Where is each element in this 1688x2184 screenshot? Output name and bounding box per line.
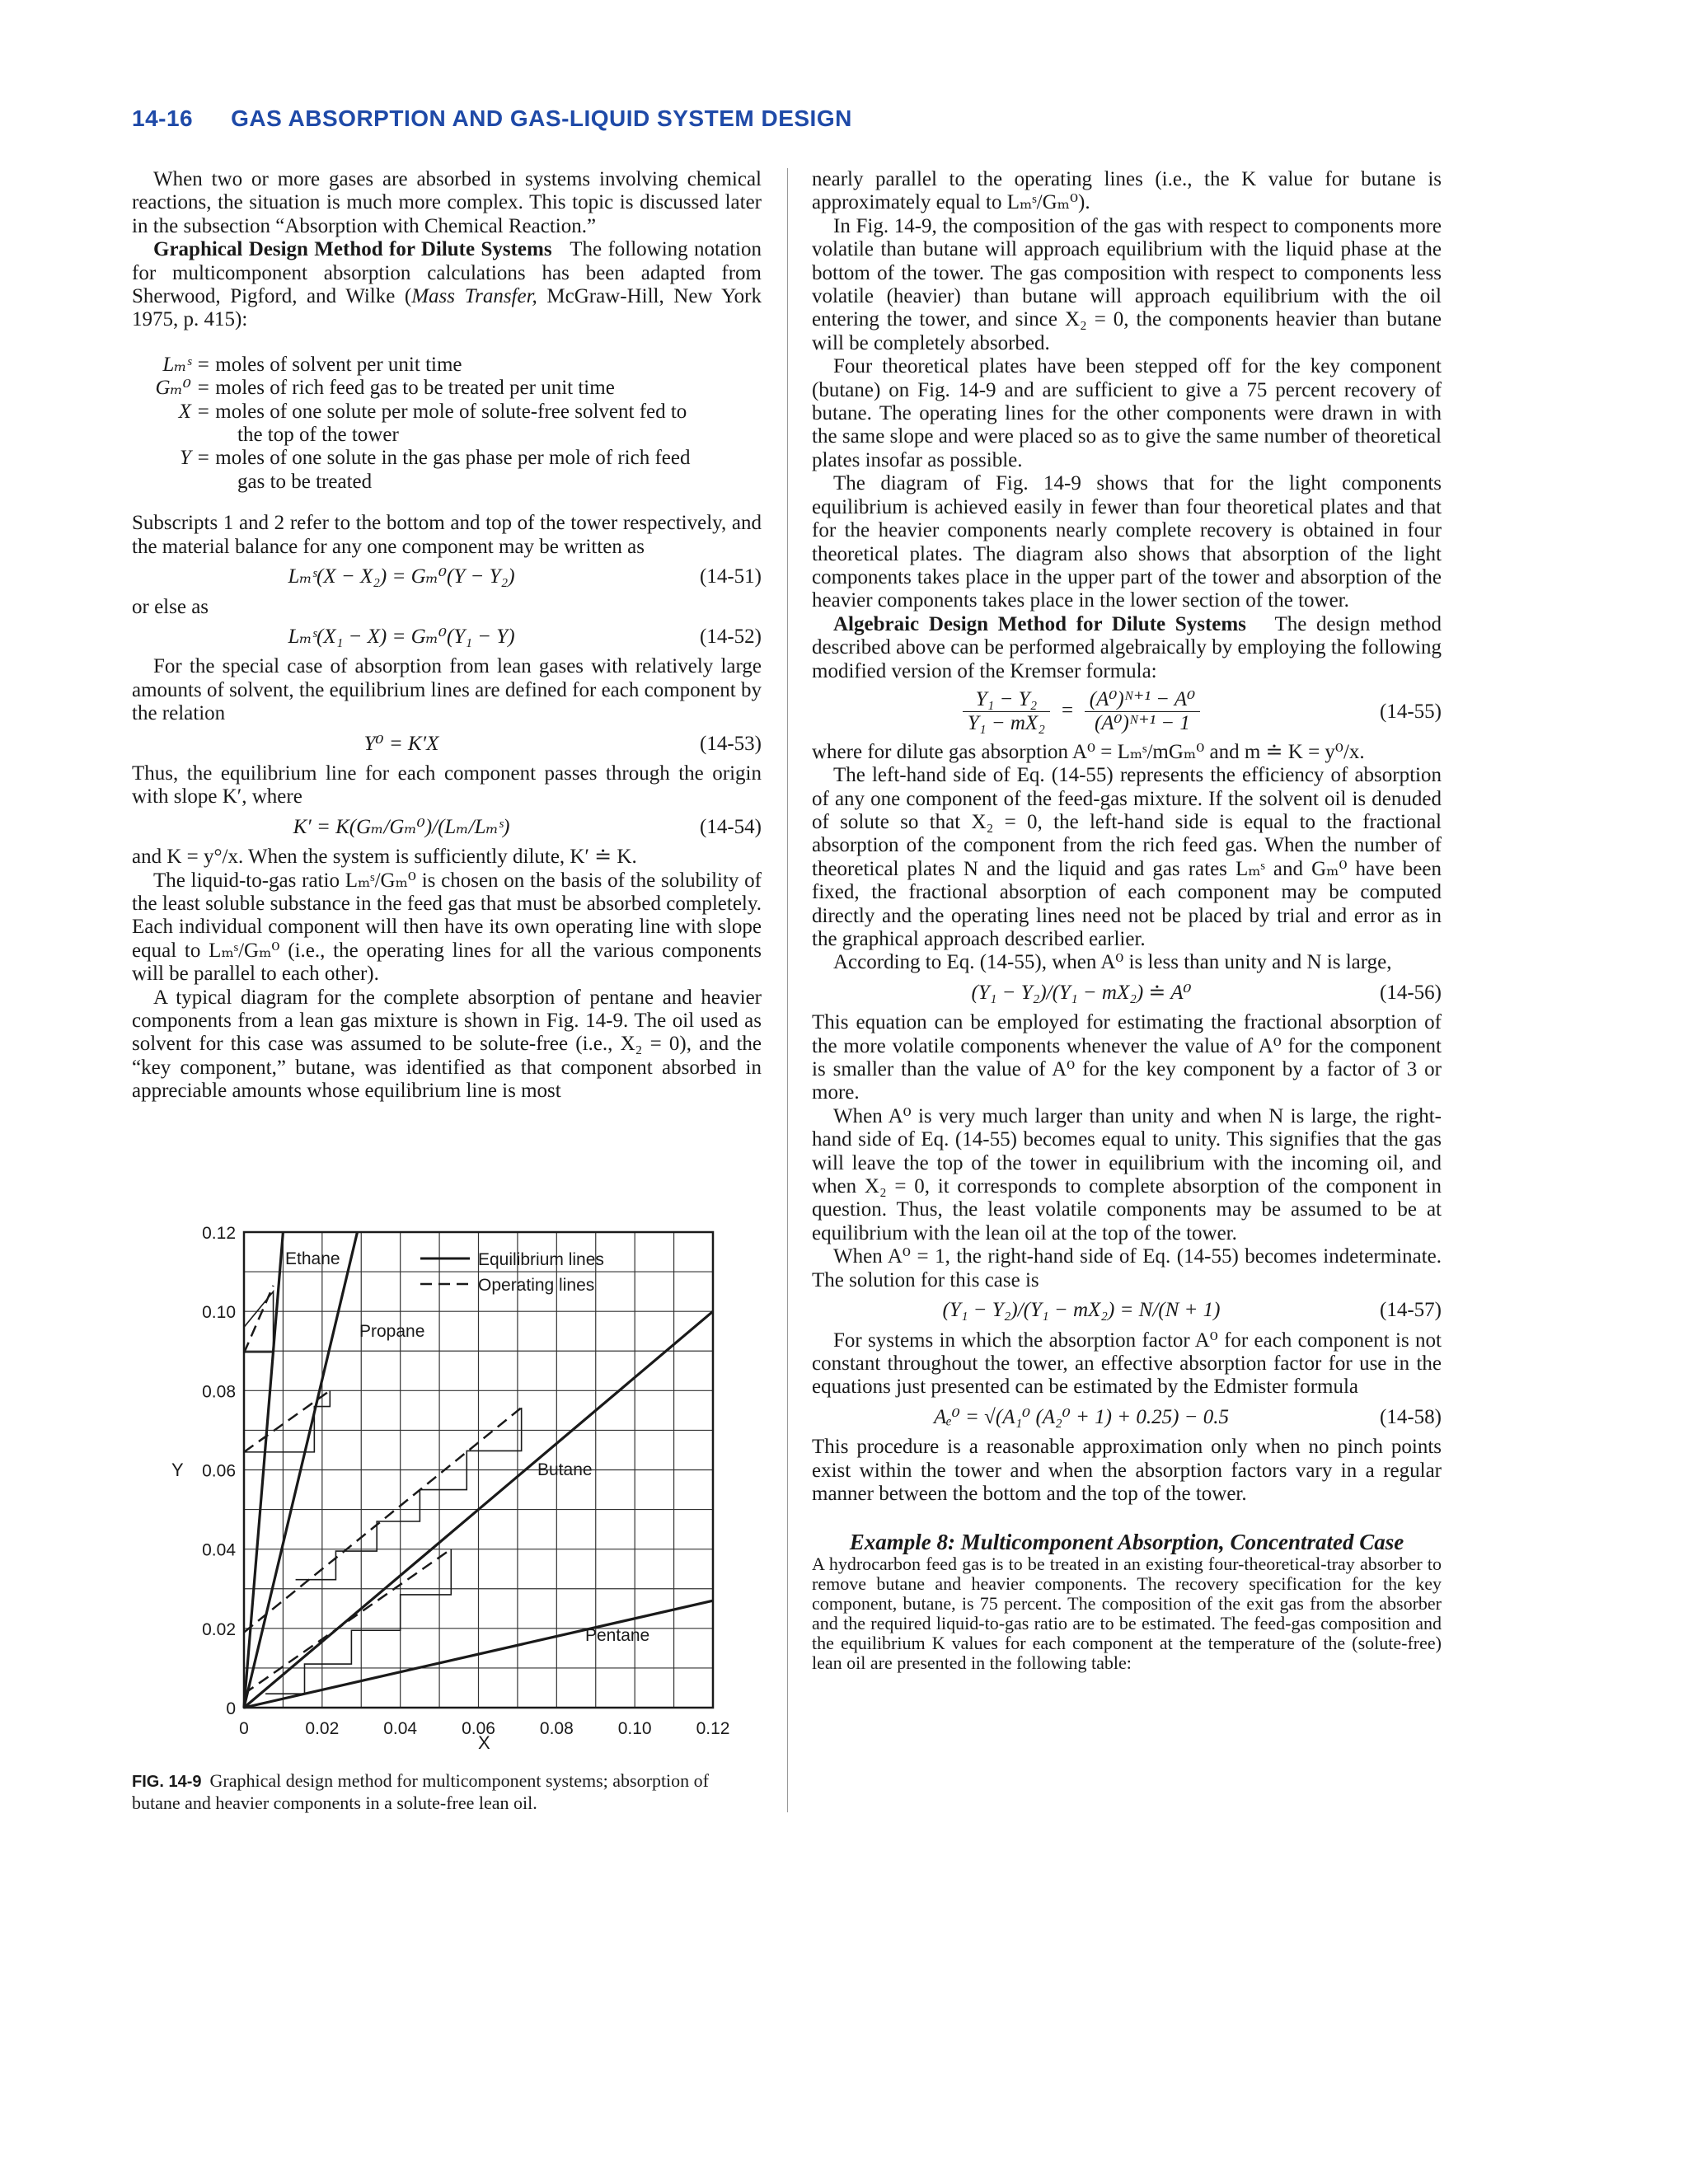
paragraph: This equation can be employed for estimating the fractional absorption of the more volatile components whenever the value of A⁰ for the component is smaller than the value of A⁰ for the key component by a factor of 3 or more. [812, 1011, 1442, 1104]
example-title: Example 8: Multicomponent Absorption, Concentrated Case [849, 1530, 1404, 1555]
paragraph: When A⁰ = 1, the right-hand side of Eq. (14-55) becomes indeterminate. The solution for this case is [812, 1245, 1442, 1291]
running-header [132, 105, 852, 132]
notation-symbol: Y = [179, 447, 210, 470]
paragraph: For the special case of absorption from lean gases with relatively large amounts of solvent, the equilibrium lines are defined for each component by the relation [132, 655, 762, 725]
paragraph: When two or more gases are absorbed in systems involving chemical reactions, the situation is much more complex. This topic is discussed later in the subsection “Absorption with Chemical Reaction.” [132, 168, 762, 237]
equation-body: (Y₁ − Y₂)/(Y₁ − mX₂) ≐ A⁰ [971, 981, 1192, 1004]
legend-equilibrium-label: Equilibrium lines [478, 1250, 604, 1269]
caption-text: Graphical design method for multicomponent systems; absorption of butane and heavier components in a solute-free lean oil. [132, 1770, 709, 1813]
notation-text: moles of rich feed gas to be treated per unit time [215, 377, 615, 400]
paragraph: When A⁰ is very much larger than unity and when N is large, the right-hand side of Eq. (14-55) becomes equal to unity. This signifies that the gas will leave the top of the tower in equilibrium with the incoming oil, and when X₂ = 0, it corresponds to complete absorption of the component in question. Thus, the least volatile components may be assumed to be at equilibrium with the lean oil at the top of the tower. [812, 1104, 1442, 1244]
equation-number: (14-51) [700, 565, 762, 588]
equation-14-55 [812, 688, 1442, 736]
notation-list [132, 354, 762, 494]
chart-svg [132, 1203, 775, 1764]
notation-text: moles of one solute in the gas phase per mole of rich feed [215, 447, 691, 470]
theoretical-plate-steps [265, 1549, 451, 1694]
paragraph: In Fig. 14-9, the composition of the gas with respect to components more volatile than butane will approach equilibrium with the liquid phase at the bottom of the tower. The gas composition with respect to components less volatile (heavier) than butane will approach equilibrium with the oil entering the tower, and since X₂ = 0, the components heavier than butane will be completely absorbed. [812, 214, 1442, 354]
paragraph: A typical diagram for the complete absorption of pentane and heavier components from a lean gas mixture is shown in Fig. 14-9. The oil used as solvent for this case was assumed to be solute-free (i.e., X₂ = 0), and the “key component,” butane, was identified as that component absorbed in appreciable amounts whose equilibrium line is most [132, 986, 762, 1103]
y-tick-label: 0.02 [202, 1619, 236, 1639]
equation-14-56 [812, 982, 1442, 1005]
paragraph-text: The design method described above can be performed algebraically by employing the following modified version of the Kremser formula: [812, 612, 1442, 682]
paragraph: and K = y°/x. When the system is sufficiently dilute, K′ ≐ K. [132, 846, 637, 869]
equation-body: $\frac{\text{Y₁ − Y₂}}{\text{Y₁ − mX₂}}$ = $\frac{\text{(A⁰)ᴺ⁺¹ − A⁰}}{\text{(A⁰)ᴺ⁺¹ − 1}}$ [812, 688, 1351, 736]
paragraph: Thus, the equilibrium line for each component passes through the origin with slope K′, where [132, 762, 762, 808]
notation-continuation: gas to be treated [237, 470, 373, 493]
paragraph: nearly parallel to the operating lines (i.e., the K value for butane is approximately equal to Lₘˢ/Gₘ⁰). [812, 168, 1442, 214]
fraction-numerator: Y₁ − Y₂ [963, 688, 1050, 712]
paragraph: The liquid-to-gas ratio Lₘˢ/Gₘ⁰ is chosen on the basis of the solubility of the least soluble substance in the feed gas that must be absorbed completely. Each individual component will then have its own operating line with slope equal to Lₘˢ/Gₘ⁰ (i.e., the operating lines for all the various components will be parallel to each other). [132, 869, 762, 986]
equation-body: Lₘˢ(X − X₂) = Gₘ⁰(Y − Y₂) [288, 565, 515, 588]
section-title: GAS ABSORPTION AND GAS-LIQUID SYSTEM DESIGN [231, 105, 852, 131]
equation-14-52 [132, 626, 762, 649]
y-tick-label: 0.08 [202, 1382, 236, 1402]
page-number: 14-16 [132, 105, 194, 131]
paragraph: This procedure is a reasonable approximation only when no pinch points exist within the tower and when the absorption factors vary in a regular manner between the bottom and the top of the tower. [812, 1436, 1442, 1505]
paragraph: The left-hand side of Eq. (14-55) represents the efficiency of absorption of any one component of the feed-gas mixture. If the solvent oil is denuded of solute so that X₂ = 0, the left-hand side is equal to the fractional absorption of the component from the rich feed gas. When the number of theoretical plates N and the liquid and gas rates Lₘˢ and Gₘ⁰ have been fixed, the fractional absorption of each component may be computed directly and the operating lines need not be placed by trial and error as in the graphical approach described earlier. [812, 764, 1442, 950]
notation-item [132, 377, 762, 400]
paragraph: or else as [132, 595, 209, 618]
figure-label: FIG. 14-9 [132, 1773, 202, 1791]
y-tick-label: 0.04 [202, 1540, 236, 1560]
notation-symbol: Gₘ⁰ = [155, 377, 210, 400]
x-tick-label: 0.06 [462, 1719, 495, 1738]
equation-number: (14-54) [700, 815, 762, 838]
fraction-rhs [1085, 688, 1200, 736]
right-column [812, 168, 1442, 1673]
figure-caption [132, 1770, 762, 1813]
figure-14-9 [132, 1203, 775, 1764]
paragraph-text: McGraw-Hill, New York 1975, p. 415): [132, 285, 762, 331]
paragraph [132, 238, 762, 332]
paragraph: Four theoretical plates have been stepped off for the key component (butane) on Fig. 14-9 and are sufficient to give a 75 percent recovery of butane. The operating lines for the other components were drawn in with the same slope and were placed so as to give the same number of theoretical plates insofar as possible. [812, 355, 1442, 471]
paragraph: where for dilute gas absorption A⁰ = Lₘˢ/mGₘ⁰ and m ≐ K = y⁰/x. [812, 740, 1365, 763]
citation-title: Mass Transfer, [411, 285, 537, 308]
equation-body: Lₘˢ(X₁ − X) = Gₘ⁰(Y₁ − Y) [288, 625, 515, 648]
theoretical-plate-steps [296, 1408, 522, 1580]
equation-number: (14-58) [1380, 1405, 1442, 1428]
legend-operating-label: Operating lines [478, 1276, 595, 1295]
x-axis-label: X [478, 1732, 490, 1753]
paragraph-text: The following notation for multicomponent absorption calculations has been adapted from Sherwood, Pigford, and Wilke ( [132, 238, 762, 308]
chart-ticks [202, 1224, 729, 1738]
label-pentane: Pentane [585, 1626, 650, 1645]
notation-continuation: the top of the tower [237, 424, 399, 447]
equation-number: (14-52) [700, 625, 762, 648]
x-tick-label: 0.04 [383, 1719, 418, 1738]
y-tick-label: 0.12 [202, 1224, 236, 1243]
x-tick-label: 0 [239, 1719, 249, 1738]
column-divider [787, 168, 788, 1812]
equation-number: (14-53) [700, 732, 762, 755]
notation-text: moles of one solute per mole of solute-free solvent fed to [215, 400, 687, 423]
equation-body: K′ = K(Gₘ/Gₘ⁰)/(Lₘ/Lₘˢ) [293, 815, 510, 838]
x-tick-label: 0.08 [539, 1719, 574, 1738]
paragraph: Subscripts 1 and 2 refer to the bottom and top of the tower respectively, and the material balance for any one component may be written as [132, 512, 762, 558]
y-tick-label: 0.10 [202, 1303, 236, 1323]
paragraph: For systems in which the absorption factor A⁰ for each component is not constant throughout the tower, an effective absorption factor for use in the equations just presented can be estimated by the Edmister formula [812, 1329, 1442, 1399]
x-tick-label: 0.02 [305, 1719, 340, 1738]
fraction-numerator: (A⁰)ᴺ⁺¹ − A⁰ [1085, 688, 1200, 712]
notation-item [132, 447, 762, 470]
y-tick-label: 0 [226, 1699, 236, 1718]
equation-14-53 [132, 733, 762, 756]
equation-14-51 [132, 565, 762, 588]
x-tick-label: 0.10 [617, 1719, 652, 1738]
notation-item [132, 401, 762, 424]
notation-symbol: Lₘˢ = [162, 353, 210, 376]
label-ethane: Ethane [285, 1249, 340, 1268]
operating-line [244, 1408, 522, 1633]
paragraph: The diagram of Fig. 14-9 shows that for the light components equilibrium is achieved easily in fewer than four theoretical plates and that for the heavier components nearly complete recovery is obtained in four theoretical plates. The diagram also shows that absorption of the light components takes place in the upper part of the tower and absorption of the heavier components takes place in the lower section of the tower. [812, 472, 1442, 612]
operating-line [244, 1286, 274, 1353]
equation-14-58 [812, 1406, 1442, 1429]
left-column [132, 168, 762, 1104]
equation-14-54 [132, 816, 762, 839]
notation-item [132, 354, 762, 377]
x-tick-label: 0.12 [696, 1719, 730, 1738]
legend [420, 1250, 604, 1295]
example-text: A hydrocarbon feed gas is to be treated in an existing four-theoretical-tray absorber to remove butane and heavier components. The recovery specification for the key component, butane, is 75 percent. The composition of the exit gas from the absorber and the required liquid-to-gas ratio are to be estimated. The feed-gas composition and the equilibrium K values for each component at the temperature of the (solute-free) lean oil are presented in the following table: [812, 1553, 1442, 1673]
equation-number: (14-57) [1380, 1299, 1442, 1322]
equation-14-57 [812, 1299, 1442, 1322]
section-heading: Graphical Design Method for Dilute Systems [153, 238, 552, 261]
section-heading: Algebraic Design Method for Dilute Systems [833, 612, 1246, 635]
y-axis-label: Y [171, 1460, 184, 1480]
equation-body: Aₑ⁰ = √(A₁⁰ (A₂⁰ + 1) + 0.25) − 0.5 [933, 1405, 1230, 1428]
equation-body: (Y₁ − Y₂)/(Y₁ − mX₂) = N/(N + 1) [942, 1299, 1221, 1322]
label-propane: Propane [359, 1322, 425, 1341]
equation-number: (14-56) [1380, 981, 1442, 1004]
y-tick-label: 0.06 [202, 1461, 236, 1481]
equation-body: Y⁰ = K′X [363, 732, 439, 755]
paragraph: According to Eq. (14-55), when A⁰ is less than unity and N is large, [833, 951, 1392, 974]
equation-number: (14-55) [1380, 700, 1442, 723]
notation-text: moles of solvent per unit time [215, 353, 462, 376]
notation-symbol: X = [178, 400, 210, 423]
fraction-lhs [963, 688, 1050, 736]
fraction-denominator: (A⁰)ᴺ⁺¹ − 1 [1094, 712, 1190, 735]
paragraph [812, 613, 1442, 683]
fraction-denominator: Y₁ − mX₂ [967, 712, 1045, 735]
label-butane: Butane [537, 1460, 593, 1479]
